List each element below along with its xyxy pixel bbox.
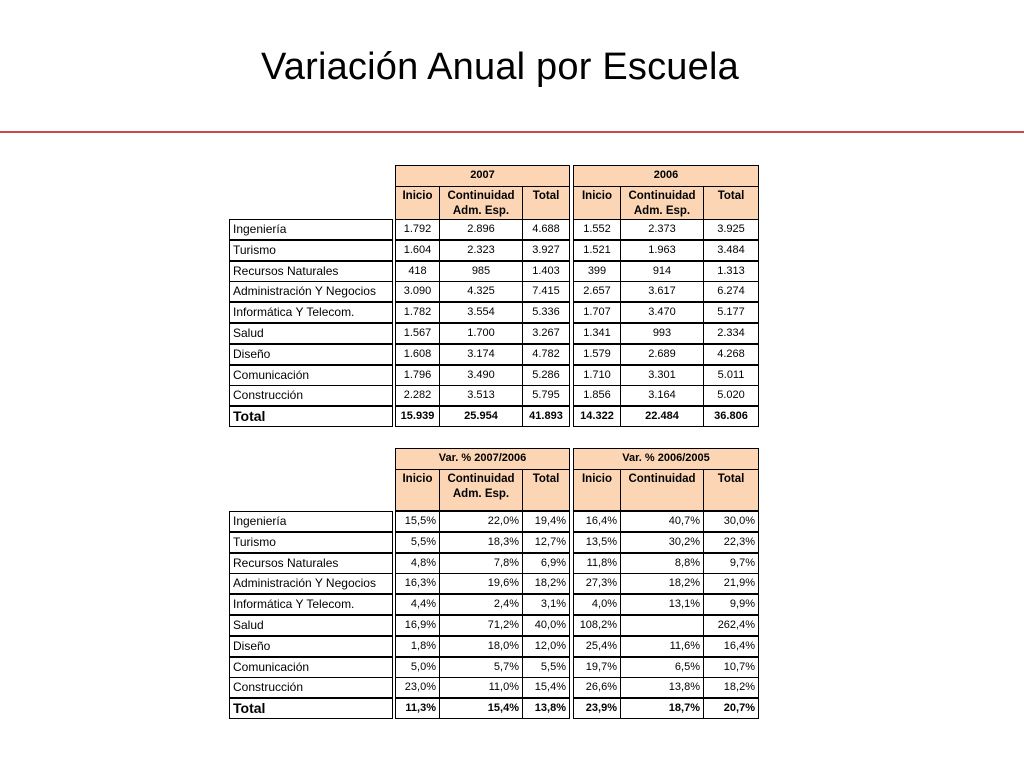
table-cell: 4,4% [395,594,440,615]
group-header-var-2006-2005: Var. % 2006/2005 [573,448,759,470]
table-cell: 914 [620,261,704,282]
col-header-total: Total [703,469,759,511]
row-label: Informática Y Telecom. [229,302,393,323]
table-cell: 4.268 [703,344,759,365]
table-cell: 5.286 [522,365,570,386]
total-row [229,698,760,719]
table-cell: 5.177 [703,302,759,323]
table-cell: 41.893 [522,406,570,427]
row-label: Construcción [229,385,393,406]
table-cell: 4.782 [522,344,570,365]
table-cell: 3,1% [522,594,570,615]
col-header-total: Total [522,186,570,220]
row-label: Administración Y Negocios [229,573,393,594]
table-cell: 1.341 [573,323,621,344]
row-label: Diseño [229,636,393,657]
table-cell: 5,7% [439,657,523,678]
table-cell: 12,0% [522,636,570,657]
table-cell: 5.336 [522,302,570,323]
table-cell: 108,2% [573,615,621,636]
table-cell: 15,4% [522,677,570,698]
table-cell: 3.554 [439,302,523,323]
row-label: Salud [229,323,393,344]
table-row [229,553,760,574]
table-cell: 1.782 [395,302,440,323]
table-cell: 3.090 [395,281,440,302]
table-cell: 14.322 [573,406,621,427]
table-cell: 1.579 [573,344,621,365]
table-cell: 15,5% [395,511,440,532]
col-header-continuidad: Continuidad [620,469,704,511]
table-row [229,385,760,406]
table-row [229,615,760,636]
table-cell: 9,7% [703,553,759,574]
table-row [229,323,760,344]
table-cell: 3.927 [522,240,570,261]
table-cell: 18,2% [703,677,759,698]
table-cell: 30,2% [620,532,704,553]
table-cell: 5,0% [395,657,440,678]
table-row [229,219,760,240]
table-cell: 2.323 [439,240,523,261]
table-cell: 22,3% [703,532,759,553]
table-row [229,657,760,678]
table-cell: 11,3% [395,698,440,719]
table-cell: 11,0% [439,677,523,698]
title-divider [0,131,1024,133]
table-cell: 418 [395,261,440,282]
slide-title: Variación Anual por Escuela [261,46,739,88]
table-cell: 1.313 [703,261,759,282]
table-cell: 13,5% [573,532,621,553]
table-cell: 3.617 [620,281,704,302]
table-cell: 6.274 [703,281,759,302]
table-row [229,573,760,594]
table-row [229,677,760,698]
table-row [229,532,760,553]
table-cell: 1.710 [573,365,621,386]
table-cell: 16,3% [395,573,440,594]
table-cell: 20,7% [703,698,759,719]
table-row [229,281,760,302]
table-row [229,636,760,657]
table-cell: 19,7% [573,657,621,678]
table-cell: 3.484 [703,240,759,261]
table-cell: 21,9% [703,573,759,594]
row-label: Administración Y Negocios [229,281,393,302]
total-row [229,406,760,427]
table-cell: 2,4% [439,594,523,615]
table-cell: 5.011 [703,365,759,386]
table-cell: 1.604 [395,240,440,261]
table-cell: 15,4% [439,698,523,719]
col-header-continuidad: Continuidad Adm. Esp. [620,186,704,220]
table-cell: 7,8% [439,553,523,574]
table-cell: 13,1% [620,594,704,615]
table-cell: 2.373 [620,219,704,240]
table-cell: 2.896 [439,219,523,240]
table-cell: 2.334 [703,323,759,344]
col-header-inicio: Inicio [573,186,621,220]
table-cell: 3.513 [439,385,523,406]
table-row [229,594,760,615]
col-header-continuidad: Continuidad Adm. Esp. [439,469,523,511]
table-cell: 5.795 [522,385,570,406]
group-header-2006: 2006 [573,165,759,187]
table-cell: 262,4% [703,615,759,636]
table-cell: 1.796 [395,365,440,386]
table-cell: 3.301 [620,365,704,386]
table-cell: 22,0% [439,511,523,532]
table-cell: 1.700 [439,323,523,344]
table-cell: 30,0% [703,511,759,532]
table-cell: 12,7% [522,532,570,553]
table-row [229,302,760,323]
table-cell: 993 [620,323,704,344]
row-label: Total [229,406,393,427]
table-cell: 25,4% [573,636,621,657]
table-cell: 19,6% [439,573,523,594]
row-label: Comunicación [229,657,393,678]
table-cell: 7.415 [522,281,570,302]
col-header-inicio: Inicio [395,186,440,220]
row-label: Turismo [229,240,393,261]
table-cell: 18,0% [439,636,523,657]
col-header-inicio: Inicio [395,469,440,511]
table-cell: 1.856 [573,385,621,406]
table-cell: 6,9% [522,553,570,574]
row-label: Total [229,698,393,719]
table-row [229,240,760,261]
table-cell: 40,0% [522,615,570,636]
col-header-continuidad: Continuidad Adm. Esp. [439,186,523,220]
table-cell: 1.521 [573,240,621,261]
table-cell: 8,8% [620,553,704,574]
table-cell: 1.792 [395,219,440,240]
row-label: Salud [229,615,393,636]
table-cell: 18,3% [439,532,523,553]
table-cell: 1.403 [522,261,570,282]
table-cell: 985 [439,261,523,282]
table-cell: 23,0% [395,677,440,698]
col-header-total: Total [522,469,570,511]
table-cell: 25.954 [439,406,523,427]
table-cell: 1.552 [573,219,621,240]
table-cell: 26,6% [573,677,621,698]
table-cell: 16,4% [573,511,621,532]
table-row [229,344,760,365]
table-row [229,261,760,282]
col-header-inicio: Inicio [573,469,621,511]
group-header-var-2007-2006: Var. % 2007/2006 [395,448,570,470]
table-cell: 18,2% [522,573,570,594]
table-cell: 16,9% [395,615,440,636]
table-cell: 3.267 [522,323,570,344]
table-row [229,365,760,386]
table-cell: 3.164 [620,385,704,406]
table-cell: 22.484 [620,406,704,427]
table-cell: 1.963 [620,240,704,261]
table-cell: 18,2% [620,573,704,594]
table-cell: 16,4% [703,636,759,657]
table-cell: 19,4% [522,511,570,532]
table-cell: 13,8% [620,677,704,698]
table-cell: 11,6% [620,636,704,657]
table-cell: 23,9% [573,698,621,719]
row-label: Ingeniería [229,511,393,532]
table-cell: 1.608 [395,344,440,365]
row-label: Ingeniería [229,219,393,240]
row-label: Turismo [229,532,393,553]
table-cell: 10,7% [703,657,759,678]
table-cell: 5,5% [395,532,440,553]
table-cell: 6,5% [620,657,704,678]
table-cell: 2.282 [395,385,440,406]
enrollment-table [229,165,760,427]
table-cell: 11,8% [573,553,621,574]
table-cell: 1.707 [573,302,621,323]
table-cell: 3.174 [439,344,523,365]
table-cell: 13,8% [522,698,570,719]
table-cell: 2.657 [573,281,621,302]
table-cell: 4,0% [573,594,621,615]
table-cell: 3.490 [439,365,523,386]
row-label: Construcción [229,677,393,698]
table-cell: 399 [573,261,621,282]
table-cell: 9,9% [703,594,759,615]
col-header-total: Total [703,186,759,220]
table-cell: 4.325 [439,281,523,302]
group-header-2007: 2007 [395,165,570,187]
table-cell: 36.806 [703,406,759,427]
table-cell [620,615,704,636]
table-cell: 4,8% [395,553,440,574]
table-cell: 2.689 [620,344,704,365]
table-cell: 71,2% [439,615,523,636]
table-cell: 4.688 [522,219,570,240]
table-cell: 27,3% [573,573,621,594]
row-label: Informática Y Telecom. [229,594,393,615]
table-cell: 1.567 [395,323,440,344]
table-cell: 5.020 [703,385,759,406]
table-cell: 3.925 [703,219,759,240]
variation-table [229,448,760,717]
row-label: Diseño [229,344,393,365]
table-cell: 18,7% [620,698,704,719]
table-cell: 3.470 [620,302,704,323]
row-label: Recursos Naturales [229,553,393,574]
table-cell: 1,8% [395,636,440,657]
table-cell: 15.939 [395,406,440,427]
table-row [229,511,760,532]
table-cell: 40,7% [620,511,704,532]
row-label: Recursos Naturales [229,261,393,282]
row-label: Comunicación [229,365,393,386]
table-cell: 5,5% [522,657,570,678]
